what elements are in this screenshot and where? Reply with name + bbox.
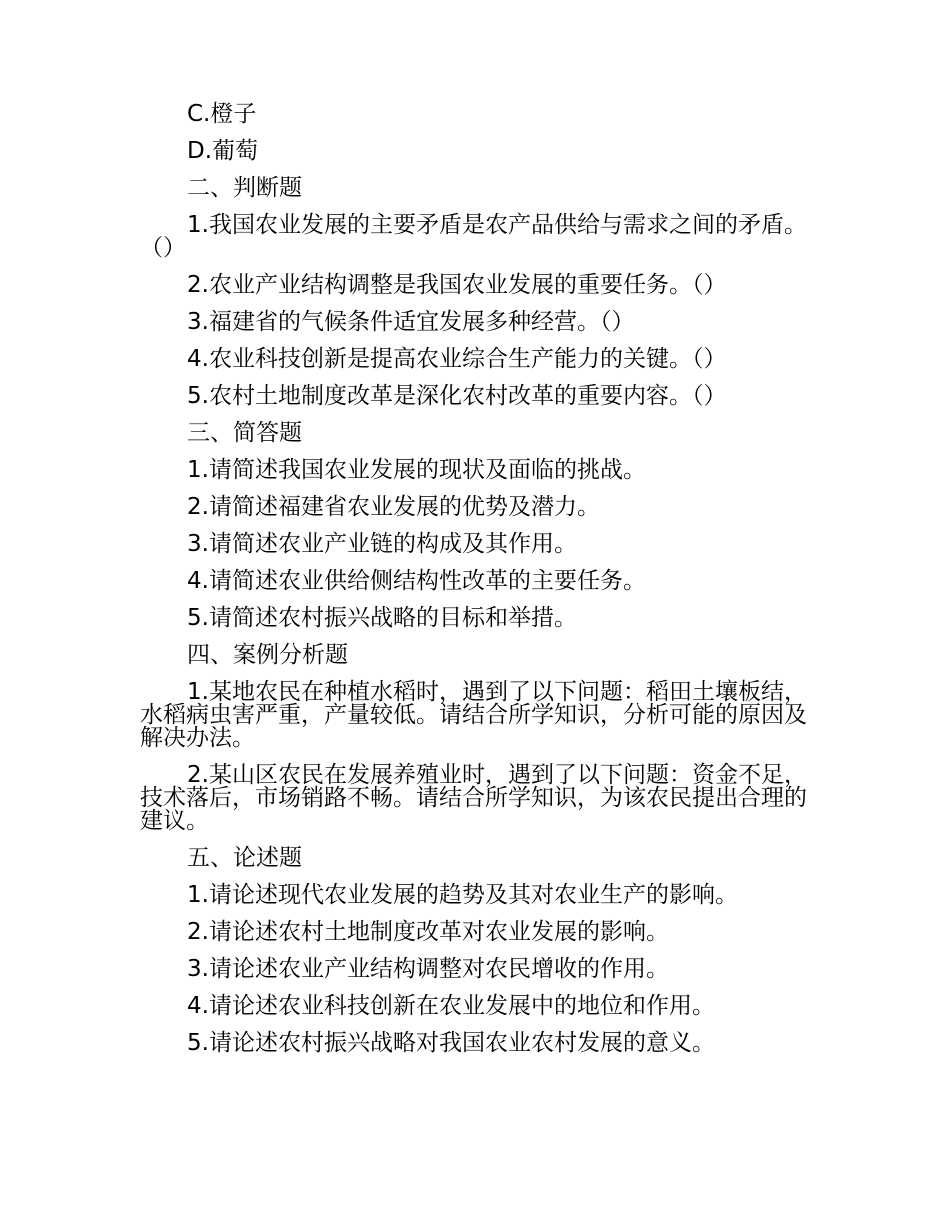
true-false-question-2: 2.农业产业结构调整是我国农业发展的重要任务。（） xyxy=(187,272,727,298)
option-c: C.橙子 xyxy=(187,101,257,127)
section-heading-short-answer: 三、简答题 xyxy=(187,420,302,446)
short-answer-question-1: 1.请简述我国农业发展的现状及面临的挑战。 xyxy=(187,457,646,483)
true-false-question-1: 1.我国农业发展的主要矛盾是农产品供给与需求之间的矛盾。（） xyxy=(140,212,807,261)
true-false-question-4: 4.农业科技创新是提高农业综合生产能力的关键。（） xyxy=(187,346,727,372)
essay-question-4: 4.请论述农业科技创新在农业发展中的地位和作用。 xyxy=(187,993,715,1019)
section-heading-true-false: 二、判断题 xyxy=(187,175,302,201)
short-answer-question-4: 4.请简述农业供给侧结构性改革的主要任务。 xyxy=(187,568,646,594)
essay-question-5: 5.请论述农村振兴战略对我国农业农村发展的意义。 xyxy=(187,1030,715,1056)
document-body xyxy=(140,103,812,1069)
short-answer-question-2: 2.请简述福建省农业发展的优势及潜力。 xyxy=(187,494,600,520)
essay-question-3: 3.请论述农业产业结构调整对农民增收的作用。 xyxy=(187,956,669,982)
essay-question-1: 1.请论述现代农业发展的趋势及其对农业生产的影响。 xyxy=(187,882,738,908)
short-answer-question-5: 5.请简述农村振兴战略的目标和举措。 xyxy=(187,605,577,631)
option-d: D.葡萄 xyxy=(187,138,259,164)
short-answer-question-3: 3.请简述农业产业链的构成及其作用。 xyxy=(187,531,577,557)
essay-question-2: 2.请论述农村土地制度改革对农业发展的影响。 xyxy=(187,919,669,945)
section-heading-essay: 五、论述题 xyxy=(187,845,302,871)
true-false-question-5: 5.农村土地制度改革是深化农村改革的重要内容。（） xyxy=(187,383,727,409)
case-analysis-question-1: 1.某地农民在种植水稻时，遇到了以下问题：稻田土壤板结，水稻病虫害严重，产量较低。请结合所学知识，分析可能的原因及解决办法。 xyxy=(140,679,807,751)
section-heading-case-analysis: 四、案例分析题 xyxy=(187,642,348,668)
case-analysis-question-2: 2.某山区农民在发展养殖业时，遇到了以下问题：资金不足，技术落后，市场销路不畅。请结合所学知识，为该农民提出合理的建议。 xyxy=(140,762,807,834)
true-false-question-3: 3.福建省的气候条件适宜发展多种经营。（） xyxy=(187,309,635,335)
